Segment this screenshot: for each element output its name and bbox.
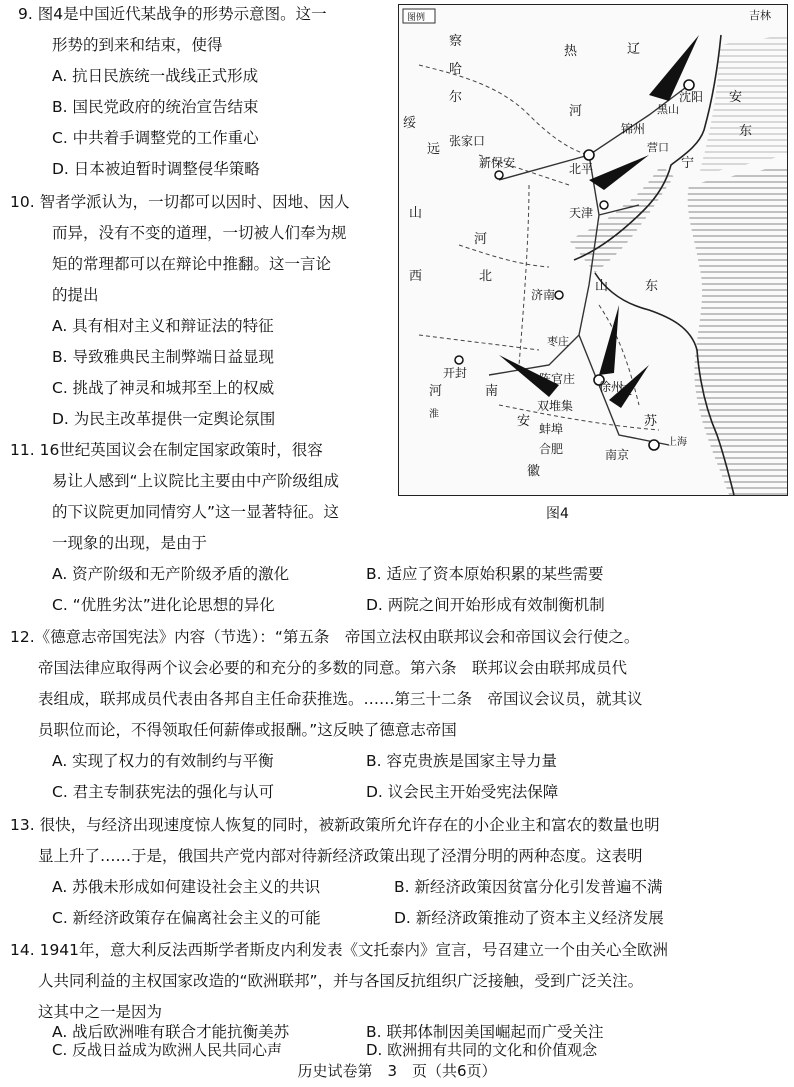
city-marker-kaifeng bbox=[455, 356, 463, 364]
q13-option-d: D. 新经济政策推动了资本主义经济发展 bbox=[394, 909, 664, 927]
q10-stem-line2: 而异，没有不变的道理，一切被人们奉为规 bbox=[52, 224, 347, 242]
q11-option-b: B. 适应了资本原始积累的某些需要 bbox=[366, 565, 604, 583]
map-label-shandong-shan: 山 bbox=[595, 279, 609, 294]
q13-stem-line2: 显上升了……于是，俄国共产党内部对待新经济政策出现了泾渭分明的两种态度。这表明 bbox=[38, 847, 643, 865]
war-situation-map bbox=[398, 4, 788, 496]
map-label-anhui-hui: 徽 bbox=[527, 464, 541, 479]
attack-arrow-pingjin bbox=[589, 155, 649, 190]
map-label-heishan: 黑山 bbox=[657, 103, 679, 116]
city-marker-tianjin bbox=[600, 201, 608, 209]
q13-option-b: B. 新经济政策因贫富分化引发普遍不满 bbox=[394, 878, 663, 896]
map-label-dong: 东 bbox=[739, 124, 753, 139]
map-label-jiangsu-jiang: 江 bbox=[619, 384, 633, 399]
map-label-shuangduiji: 双堆集 bbox=[537, 399, 574, 413]
q11-stem-line2: 易让人感到“上议院比主要由中产阶级组成 bbox=[52, 472, 340, 490]
figure-caption: 图4 bbox=[546, 506, 569, 522]
q9-stem-line1: 9. 图4是中国近代某战争的形势示意图。这一 bbox=[18, 5, 327, 23]
q10-option-b: B. 导致雅典民主制弊端日益显现 bbox=[52, 348, 274, 366]
map-label-an: 安 bbox=[729, 90, 743, 105]
map-label-anhui-an: 安 bbox=[517, 414, 531, 429]
city-marker-zhangjiakou bbox=[495, 171, 503, 179]
map-label-shanxi-shan: 山 bbox=[409, 206, 423, 221]
map-label-jilin: 吉林 bbox=[749, 9, 771, 22]
map-label-beiping: 北平 bbox=[569, 162, 594, 176]
city-marker-beiping bbox=[584, 150, 594, 160]
q14-stem-line2: 人共同利益的主权国家改造的“欧洲联邦”，并与各国反抗组织广泛接触，受到广泛关注。 bbox=[38, 972, 644, 990]
map-label-henan-he: 河 bbox=[429, 384, 443, 399]
q11-stem-line4: 一现象的出现，是由于 bbox=[52, 534, 208, 552]
map-label-jinzhou: 锦州 bbox=[621, 122, 646, 136]
q13-stem-line1: 13. 很快，与经济出现速度惊人恢复的同时，被新政策所允许存在的小企业主和富农的数量也明 bbox=[10, 816, 660, 834]
q10-option-c: C. 挑战了神灵和城邦至上的权威 bbox=[52, 379, 275, 397]
map-label-xuzhou: 徐州 bbox=[599, 380, 624, 394]
q9-stem-line2: 形势的到来和结束，使得 bbox=[52, 36, 223, 54]
q9-option-b: B. 国民党政府的统治宣告结束 bbox=[52, 98, 259, 116]
map-label-liao: 辽 bbox=[627, 42, 641, 57]
q9-option-a: A. 抗日民族统一战线正式形成 bbox=[52, 67, 259, 85]
q12-stem-line3: 表组成，联邦成员代表由各邦自主任命获推选。……第三十二条 帝国议会议员，就其议 bbox=[38, 690, 643, 708]
map-label-chahar-cha: 察 bbox=[449, 34, 463, 49]
q11-stem-line1: 11. 16世纪英国议会在制定国家政策时，很容 bbox=[10, 441, 323, 459]
q14-option-a: A. 战后欧洲唯有联合才能抗衡美苏 bbox=[52, 1023, 290, 1041]
map-label-chenguanzhuang: 陈官庄 bbox=[539, 372, 576, 386]
map-label-bengbu: 蚌埠 bbox=[539, 422, 564, 436]
attack-arrow-huaihai-1 bbox=[599, 305, 619, 375]
q11-stem-line3: 的下议院更加同情穷人”这一显著特征。这 bbox=[52, 503, 340, 521]
map-label-chahar-er: 尔 bbox=[449, 90, 463, 105]
map-label-tianjin: 天津 bbox=[569, 206, 594, 220]
map-label-hefei: 合肥 bbox=[539, 442, 564, 456]
map-label-shanghai: 上海 bbox=[667, 437, 687, 448]
q10-stem-line4: 的提出 bbox=[52, 286, 99, 304]
map-label-shandong-dong: 东 bbox=[645, 279, 659, 294]
map-label-henan-nan: 南 bbox=[485, 384, 499, 399]
city-marker-nanjing bbox=[649, 440, 659, 450]
q14-option-d: D. 欧洲拥有共同的文化和价值观念 bbox=[366, 1041, 598, 1059]
map-label-hebei-bei: 北 bbox=[479, 269, 493, 284]
q10-stem-line1: 10. 智者学派认为，一切都可以因时、因地、因人 bbox=[10, 193, 350, 211]
map-label-re: 热 bbox=[564, 44, 578, 59]
city-marker-shenyang bbox=[684, 80, 694, 90]
q12-option-a: A. 实现了权力的有效制约与平衡 bbox=[52, 752, 274, 770]
q12-stem-line2: 帝国法律应取得两个议会必要的和充分的多数的同意。第六条 联邦议会由联邦成员代 bbox=[38, 659, 628, 677]
legend-label: 图例 bbox=[407, 13, 426, 23]
q11-option-a: A. 资产阶级和无产阶级矛盾的激化 bbox=[52, 565, 290, 583]
q11-option-d: D. 两院之间开始形成有效制衡机制 bbox=[366, 596, 605, 614]
q12-option-c: C. 君主专制获宪法的强化与认可 bbox=[52, 783, 275, 801]
map-label-suiyuan: 绥 bbox=[403, 116, 417, 131]
sea-area-yellow-sea bbox=[688, 165, 787, 495]
map-label-shanxi-xi: 西 bbox=[409, 269, 423, 284]
map-label-yingkou: 营口 bbox=[647, 141, 669, 154]
map-label-nanjing: 南京 bbox=[605, 448, 630, 462]
q10-option-a: A. 具有相对主义和辩证法的特征 bbox=[52, 317, 274, 335]
map-label-shenyang: 沈阳 bbox=[679, 90, 704, 104]
map-label-zhangjiakou: 张家口 bbox=[449, 134, 486, 148]
map-label-ning: 宁 bbox=[681, 156, 695, 171]
q12-option-d: D. 议会民主开始受宪法保障 bbox=[366, 783, 559, 801]
q10-stem-line3: 矩的常理都可以在辩论中推翻。这一言论 bbox=[52, 255, 332, 273]
q10-option-d: D. 为民主改革提供一定舆论氛围 bbox=[52, 410, 276, 428]
map-label-jinan: 济南 bbox=[531, 288, 556, 302]
q9-option-d: D. 日本被迫暂时调整侵华策略 bbox=[52, 160, 260, 178]
q12-stem-line4: 员职位而论，不得领取任何薪俸或报酬。”这反映了德意志帝国 bbox=[38, 721, 457, 739]
q13-option-a: A. 苏俄未形成如何建设社会主义的共识 bbox=[52, 878, 321, 896]
q13-option-c: C. 新经济政策存在偏离社会主义的可能 bbox=[52, 909, 321, 927]
q14-option-c: C. 反战日益成为欧洲人民共同心声 bbox=[52, 1041, 283, 1059]
q12-stem-line1: 12.《德意志帝国宪法》内容（节选）：“第五条 帝国立法权由联邦议会和帝国议会行使之。 bbox=[10, 628, 640, 646]
map-label-jiangsu-su: 苏 bbox=[644, 414, 658, 429]
map-label-hebei-he: 河 bbox=[474, 232, 488, 247]
map-label-yuan: 远 bbox=[427, 142, 441, 157]
page-footer: 历史试卷第 3 页（共6页） bbox=[297, 1062, 497, 1080]
q14-stem-line3: 这其中之一是因为 bbox=[38, 1003, 163, 1021]
sea-area-east bbox=[699, 35, 787, 175]
map-drawing bbox=[399, 5, 787, 495]
map-label-zaozhuang: 枣庄 bbox=[547, 335, 569, 348]
map-label-he: 河 bbox=[569, 104, 583, 119]
q12-option-b: B. 容克贵族是国家主导力量 bbox=[366, 752, 557, 770]
city-marker-jinan bbox=[555, 291, 563, 299]
map-label-huai: 淮 bbox=[429, 409, 439, 420]
q9-option-c: C. 中共着手调整党的工作重心 bbox=[52, 129, 259, 147]
q14-stem-line1: 14. 1941年，意大利反法西斯学者斯皮内利发表《文托泰内》宣言，号召建立一个由关心全欧洲 bbox=[10, 941, 669, 959]
map-label-kaifeng: 开封 bbox=[443, 366, 468, 380]
map-label-xinbaoan: 新保安 bbox=[479, 156, 516, 170]
q11-option-c: C. “优胜劣汰”进化论思想的异化 bbox=[52, 596, 275, 614]
q14-option-b: B. 联邦体制因美国崛起而广受关注 bbox=[366, 1023, 604, 1041]
map-label-chahar-ha: 哈 bbox=[449, 62, 463, 77]
